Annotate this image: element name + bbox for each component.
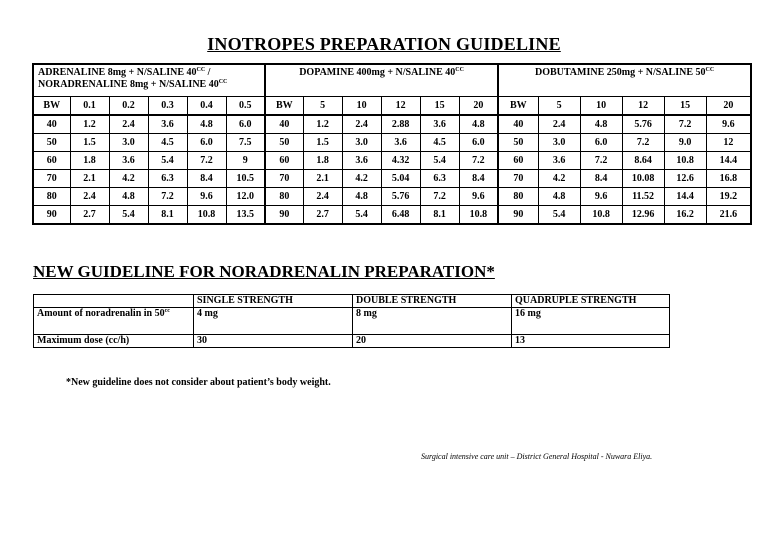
rate-cell: 8.1 (420, 206, 459, 225)
rate-cell: 11.52 (622, 188, 664, 206)
rate-cell: 7.2 (459, 152, 498, 170)
rate-cell: 5.4 (109, 206, 148, 225)
bw-cell: 70 (265, 170, 303, 188)
table-row (33, 188, 751, 206)
bw-cell: 60 (33, 152, 70, 170)
drug-label: ADRENALINE 8mg + N/SALINE 40 (38, 67, 197, 78)
rate-cell: 4.2 (342, 170, 381, 188)
dose-header: 12 (381, 97, 420, 116)
rate-cell: 5.4 (342, 206, 381, 225)
bw-header: BW (498, 97, 538, 116)
rate-cell: 9.6 (459, 188, 498, 206)
row-label: Maximum dose (cc/h) (34, 335, 194, 348)
bw-cell: 80 (265, 188, 303, 206)
rate-cell: 2.1 (70, 170, 109, 188)
table-header-row (34, 295, 670, 308)
rate-cell: 8.4 (580, 170, 622, 188)
rate-cell: 10.8 (580, 206, 622, 225)
rate-cell: 10.08 (622, 170, 664, 188)
table-row (33, 170, 751, 188)
dose-header: 20 (459, 97, 498, 116)
table-header-cell: QUADRUPLE STRENGTH (512, 295, 670, 308)
rate-cell: 10.5 (226, 170, 265, 188)
drug-label: / (205, 67, 211, 78)
rate-cell: 4.5 (420, 134, 459, 152)
rate-cell: 9.6 (187, 188, 226, 206)
rate-cell: 3.6 (538, 152, 580, 170)
rate-cell: 6.0 (580, 134, 622, 152)
bw-cell: 40 (33, 115, 70, 134)
page-title: INOTROPES PREPARATION GUIDELINE (207, 34, 561, 54)
noradrenalin-title: NEW GUIDELINE FOR NORADRENALIN PREPARATION* (33, 262, 495, 281)
rate-cell: 12.6 (664, 170, 706, 188)
rate-cell: 5.4 (420, 152, 459, 170)
row-label (34, 308, 194, 335)
rate-cell: 6.0 (187, 134, 226, 152)
rate-cell: 2.1 (303, 170, 342, 188)
drug-label: NORADRENALINE 8mg + N/SALINE 40 (38, 79, 219, 90)
table-header-cell: SINGLE STRENGTH (194, 295, 353, 308)
rate-cell: 7.2 (148, 188, 187, 206)
table-row (34, 335, 670, 348)
rate-cell: 7.2 (580, 152, 622, 170)
rate-cell: 14.4 (706, 152, 751, 170)
rate-cell: 6.0 (459, 134, 498, 152)
rate-cell: 2.7 (303, 206, 342, 225)
bw-cell: 90 (33, 206, 70, 225)
rate-cell: 4.8 (109, 188, 148, 206)
rate-cell: 9 (226, 152, 265, 170)
bw-cell: 50 (498, 134, 538, 152)
table-row (34, 308, 670, 335)
dose-header: 15 (664, 97, 706, 116)
rate-cell: 10.8 (459, 206, 498, 225)
rate-cell: 1.5 (70, 134, 109, 152)
rate-cell: 7.2 (420, 188, 459, 206)
unit-superscript: CC (196, 67, 206, 73)
dose-header: 0.5 (226, 97, 265, 116)
dose-header: 10 (342, 97, 381, 116)
rate-cell: 5.76 (622, 115, 664, 134)
rate-cell: 3.6 (342, 152, 381, 170)
dose-header: 10 (580, 97, 622, 116)
rate-cell: 3.6 (381, 134, 420, 152)
rate-cell: 5.4 (538, 206, 580, 225)
rate-cell: 16.8 (706, 170, 751, 188)
rate-cell: 2.4 (342, 115, 381, 134)
rate-cell: 2.4 (70, 188, 109, 206)
rate-cell: 13.5 (226, 206, 265, 225)
table-cell: 4 mg (194, 308, 353, 335)
drug-group-header (33, 64, 265, 97)
table-row (33, 152, 751, 170)
rate-cell: 4.32 (381, 152, 420, 170)
table-cell: 16 mg (512, 308, 670, 335)
rate-cell: 4.8 (187, 115, 226, 134)
unit-superscript: CC (218, 79, 228, 85)
rate-cell: 10.8 (187, 206, 226, 225)
dose-header: 15 (420, 97, 459, 116)
bw-cell: 40 (265, 115, 303, 134)
rate-cell: 14.4 (664, 188, 706, 206)
rate-cell: 3.0 (109, 134, 148, 152)
rate-cell: 12.0 (226, 188, 265, 206)
rate-cell: 6.0 (226, 115, 265, 134)
rate-cell: 1.8 (303, 152, 342, 170)
table-cell: 20 (353, 335, 512, 348)
rate-cell: 6.3 (420, 170, 459, 188)
rate-cell: 4.8 (459, 115, 498, 134)
rate-cell: 4.8 (342, 188, 381, 206)
rate-cell: 9.6 (706, 115, 751, 134)
rate-cell: 2.4 (303, 188, 342, 206)
rate-cell: 1.2 (303, 115, 342, 134)
rate-cell: 8.4 (459, 170, 498, 188)
inotropes-table (32, 63, 752, 225)
rate-cell: 7.2 (187, 152, 226, 170)
rate-cell: 9.6 (580, 188, 622, 206)
rate-cell: 7.2 (622, 134, 664, 152)
table-row (33, 134, 751, 152)
bw-cell: 70 (498, 170, 538, 188)
rate-cell: 3.0 (342, 134, 381, 152)
rate-cell: 3.6 (420, 115, 459, 134)
dose-header-row (33, 97, 751, 116)
drug-label: DOBUTAMINE 250mg + N/SALINE 50 (534, 67, 706, 78)
rate-cell: 19.2 (706, 188, 751, 206)
table-row (33, 115, 751, 134)
dose-header: 0.4 (187, 97, 226, 116)
rate-cell: 5.76 (381, 188, 420, 206)
table-cell: 13 (512, 335, 670, 348)
dose-header: 0.3 (148, 97, 187, 116)
rate-cell: 12.96 (622, 206, 664, 225)
rate-cell: 7.2 (664, 115, 706, 134)
bw-header: BW (33, 97, 70, 116)
rate-cell: 2.88 (381, 115, 420, 134)
bw-cell: 60 (265, 152, 303, 170)
drug-group-header (498, 64, 751, 97)
rate-cell: 4.2 (109, 170, 148, 188)
rate-cell: 8.1 (148, 206, 187, 225)
bw-cell: 50 (33, 134, 70, 152)
rate-cell: 21.6 (706, 206, 751, 225)
rate-cell: 8.4 (187, 170, 226, 188)
dose-header: 12 (622, 97, 664, 116)
footnote: *New guideline does not consider about patient’s body weight. (66, 377, 331, 388)
bw-cell: 60 (498, 152, 538, 170)
dose-header: 0.1 (70, 97, 109, 116)
rate-cell: 7.5 (226, 134, 265, 152)
rate-cell: 2.4 (538, 115, 580, 134)
dose-header: 20 (706, 97, 751, 116)
rate-cell: 8.64 (622, 152, 664, 170)
rate-cell: 1.8 (70, 152, 109, 170)
dose-header: 5 (303, 97, 342, 116)
rate-cell: 2.4 (109, 115, 148, 134)
rate-cell: 6.3 (148, 170, 187, 188)
table-header-cell: DOUBLE STRENGTH (353, 295, 512, 308)
bw-cell: 50 (265, 134, 303, 152)
rate-cell: 16.2 (664, 206, 706, 225)
noradrenalin-table (33, 294, 670, 348)
rate-cell: 6.48 (381, 206, 420, 225)
rate-cell: 3.0 (538, 134, 580, 152)
dose-header: 0.2 (109, 97, 148, 116)
unit-superscript: CC (455, 67, 464, 73)
drug-group-header (265, 64, 498, 97)
rate-cell: 4.8 (580, 115, 622, 134)
table-row (33, 206, 751, 225)
bw-cell: 80 (498, 188, 538, 206)
rate-cell: 12 (706, 134, 751, 152)
bw-header: BW (265, 97, 303, 116)
rate-cell: 1.2 (70, 115, 109, 134)
table-cell: 8 mg (353, 308, 512, 335)
footer-credit: Surgical intensive care unit – District General Hospital - Nuwara Eliya. (421, 452, 653, 461)
drug-label: DOPAMINE 400mg + N/SALINE 40 (299, 67, 456, 78)
bw-cell: 70 (33, 170, 70, 188)
rate-cell: 10.8 (664, 152, 706, 170)
table-header-cell (34, 295, 194, 308)
table-cell: 30 (194, 335, 353, 348)
rate-cell: 4.5 (148, 134, 187, 152)
rate-cell: 3.6 (148, 115, 187, 134)
rate-cell: 2.7 (70, 206, 109, 225)
bw-cell: 90 (498, 206, 538, 225)
group-header-row (33, 64, 751, 97)
rate-cell: 4.2 (538, 170, 580, 188)
rate-cell: 4.8 (538, 188, 580, 206)
rate-cell: 3.6 (109, 152, 148, 170)
rate-cell: 1.5 (303, 134, 342, 152)
dose-header: 5 (538, 97, 580, 116)
bw-cell: 80 (33, 188, 70, 206)
rate-cell: 9.0 (664, 134, 706, 152)
rate-cell: 5.04 (381, 170, 420, 188)
unit-superscript: CC (705, 67, 715, 73)
rate-cell: 5.4 (148, 152, 187, 170)
amount-label: Amount of noradrenalin in 50 (37, 308, 165, 319)
bw-cell: 90 (265, 206, 303, 225)
amount-unit: cc (164, 308, 170, 314)
bw-cell: 40 (498, 115, 538, 134)
